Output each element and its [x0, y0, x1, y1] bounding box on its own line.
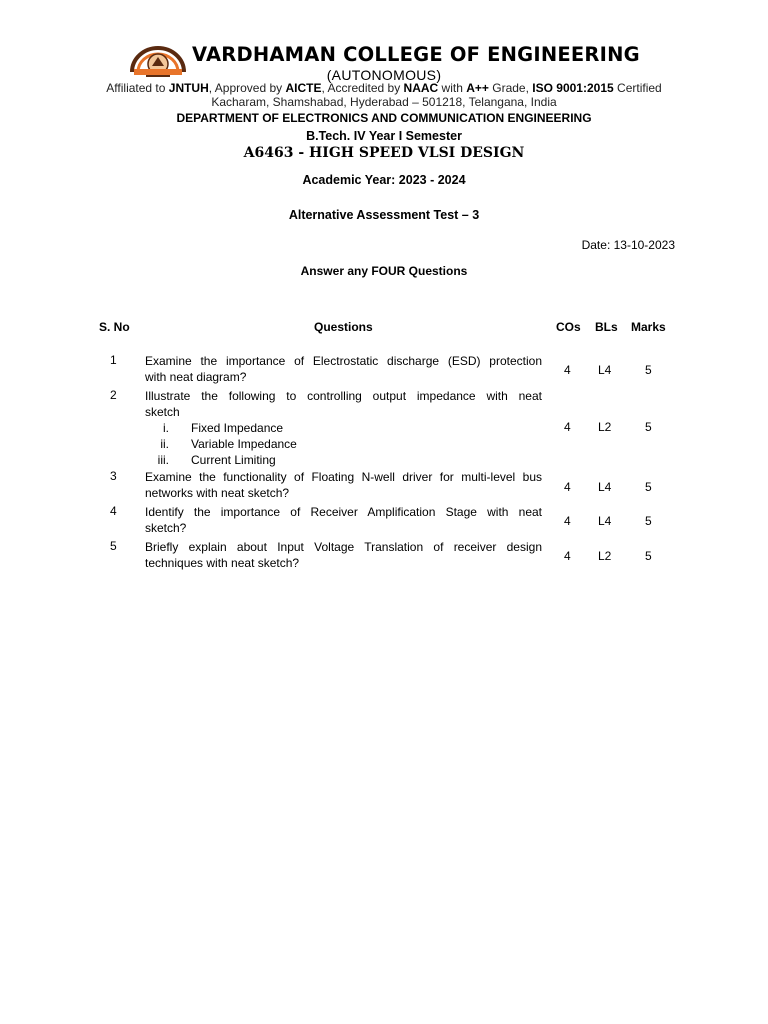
header-bls: BLs: [595, 320, 618, 334]
row-sno: 2: [110, 388, 117, 402]
question-text: [145, 353, 542, 385]
question-line: techniques with neat sketch?: [145, 556, 300, 570]
row-bl: L2: [598, 549, 612, 563]
affiliation-text: Affiliated to: [106, 81, 169, 95]
sub-item: [145, 436, 542, 452]
row-sno: 3: [110, 469, 117, 483]
question-text: [145, 504, 542, 536]
affiliation-line: [0, 81, 768, 95]
instruction: Answer any FOUR Questions: [300, 264, 468, 278]
semester-label: B.Tech. IV Year I Semester: [306, 129, 462, 143]
row-sno: 5: [110, 539, 117, 553]
row-co: 4: [564, 420, 571, 434]
affiliation-iso: ISO 9001:2015: [532, 81, 614, 95]
sub-item-number: ii.: [160, 437, 169, 451]
row-bl: L4: [598, 514, 612, 528]
question-line: Identify the importance of Receiver Amplification Stage with neat: [145, 505, 542, 519]
row-marks: 5: [645, 480, 652, 494]
college-address: Kacharam, Shamshabad, Hyderabad – 501218, Telangana, India: [211, 95, 557, 109]
question-line: Examine the functionality of Floating N-well driver for multi-level bus: [145, 470, 542, 484]
row-co: 4: [564, 549, 571, 563]
row-bl: L2: [598, 420, 612, 434]
affiliation-aicte: AICTE: [285, 81, 322, 95]
header-marks: Marks: [631, 320, 666, 334]
row-bl: L4: [598, 480, 612, 494]
affiliation-naac: NAAC: [403, 81, 439, 95]
sub-item-number: i.: [163, 421, 169, 435]
affiliation-jntuh: JNTUH: [168, 81, 209, 95]
question-text: [145, 539, 542, 571]
question-line: Briefly explain about Input Voltage Translation of receiver design: [145, 540, 542, 554]
row-co: 4: [564, 514, 571, 528]
question-text: [145, 388, 542, 468]
test-date: Date: 13-10-2023: [581, 238, 675, 252]
sub-item-text: Current Limiting: [191, 453, 276, 467]
department-name: DEPARTMENT OF ELECTRONICS AND COMMUNICATION ENGINEERING: [176, 111, 592, 125]
college-name: VARDHAMAN COLLEGE OF ENGINEERING: [192, 43, 640, 66]
row-marks: 5: [645, 514, 652, 528]
sub-item: [145, 452, 542, 468]
header-questions: Questions: [314, 320, 373, 334]
affiliation-grade: A++: [466, 81, 489, 95]
autonomous-label: (AUTONOMOUS): [326, 67, 442, 83]
row-marks: 5: [645, 420, 652, 434]
row-co: 4: [564, 480, 571, 494]
question-line: sketch: [145, 405, 180, 419]
academic-year: Academic Year: 2023 - 2024: [302, 173, 466, 187]
affiliation-text: Grade,: [488, 81, 533, 95]
header-cos: COs: [556, 320, 581, 334]
affiliation-text: , Approved by: [208, 81, 286, 95]
sub-item: [145, 420, 542, 436]
course-title: A6463 - HIGH SPEED VLSI DESIGN: [243, 145, 525, 161]
question-line: networks with neat sketch?: [145, 486, 290, 500]
row-bl: L4: [598, 363, 612, 377]
row-sno: 1: [110, 353, 117, 367]
sub-item-text: Variable Impedance: [191, 437, 297, 451]
affiliation-text: with: [438, 81, 467, 95]
row-marks: 5: [645, 363, 652, 377]
row-marks: 5: [645, 549, 652, 563]
row-sno: 4: [110, 504, 117, 518]
question-line: Illustrate the following to controlling output impedance with neat: [145, 389, 542, 403]
row-co: 4: [564, 363, 571, 377]
question-text: [145, 469, 542, 501]
header-sno: S. No: [99, 320, 130, 334]
sub-item-number: iii.: [157, 453, 169, 467]
affiliation-text: , Accredited by: [321, 81, 404, 95]
question-line: sketch?: [145, 521, 187, 535]
sub-item-text: Fixed Impedance: [191, 421, 284, 435]
question-line: Examine the importance of Electrostatic discharge (ESD) protection: [145, 354, 542, 368]
affiliation-text: Certified: [613, 81, 662, 95]
test-name: Alternative Assessment Test – 3: [288, 208, 480, 222]
question-line: with neat diagram?: [145, 370, 247, 384]
